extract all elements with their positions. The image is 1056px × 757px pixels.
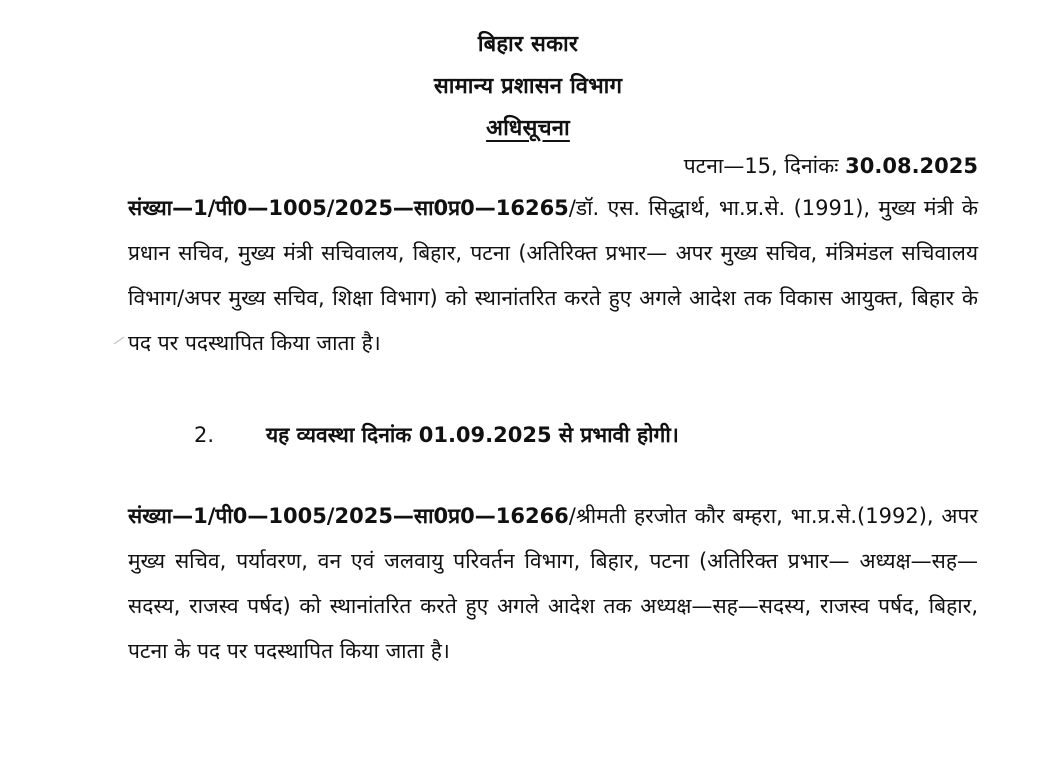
- point-2: [194, 421, 679, 449]
- order-text-1: /डॉ. एस. सिद्धार्थ, भा.प्र.से. (1991), मुख्य मंत्री के प्रधान सचिव, मुख्य मंत्री सचिवालय, बिहार, पटना (अतिरिक्त प्रभार— अपर मुख्य सचिव, मंत्रिमंडल सचिवालय विभाग/अपर मुख्य सचिव, शिक्षा विभाग) को स्थानांतरित करते हुए अगले आदेश तक विकास आयुक्त, बिहार के पद पर पदस्थापित किया जाता है।: [128, 196, 978, 355]
- order-number-2: संख्या—1/पी0—1005/2025—सा0प्र0—16266: [128, 504, 569, 528]
- dateline-place: पटना—15, दिनांकः: [683, 154, 846, 178]
- scan-mark: [114, 337, 124, 345]
- point-number: 2.: [194, 423, 215, 447]
- order-paragraph-1: [128, 186, 978, 366]
- order-number-1: संख्या—1/पी0—1005/2025—सा0प्र0—16265: [128, 196, 569, 220]
- order-paragraph-2: [128, 494, 978, 674]
- order-text-2: /श्रीमती हरजोत कौर बम्हरा, भा.प्र.से.(1992), अपर मुख्य सचिव, पर्यावरण, वन एवं जलवायु परिवर्तन विभाग, बिहार, पटना (अतिरिक्त प्रभार— अध्यक्ष—सह—सदस्य, राजस्व पर्षद) को स्थानांतरित करते हुए अगले आदेश तक अध्यक्ष—सह—सदस्य, राजस्व पर्षद, बिहार, पटना के पद पर पदस्थापित किया जाता है।: [128, 504, 978, 663]
- notification-heading: अधिसूचना: [486, 116, 570, 141]
- point-text: यह व्यवस्था दिनांक 01.09.2025 से प्रभावी होगी।: [266, 423, 679, 447]
- government-title: बिहार सकार: [477, 32, 579, 57]
- dateline: [684, 152, 978, 180]
- dateline-date: 30.08.2025: [845, 154, 978, 178]
- department-title: सामान्य प्रशासन विभाग: [433, 74, 623, 99]
